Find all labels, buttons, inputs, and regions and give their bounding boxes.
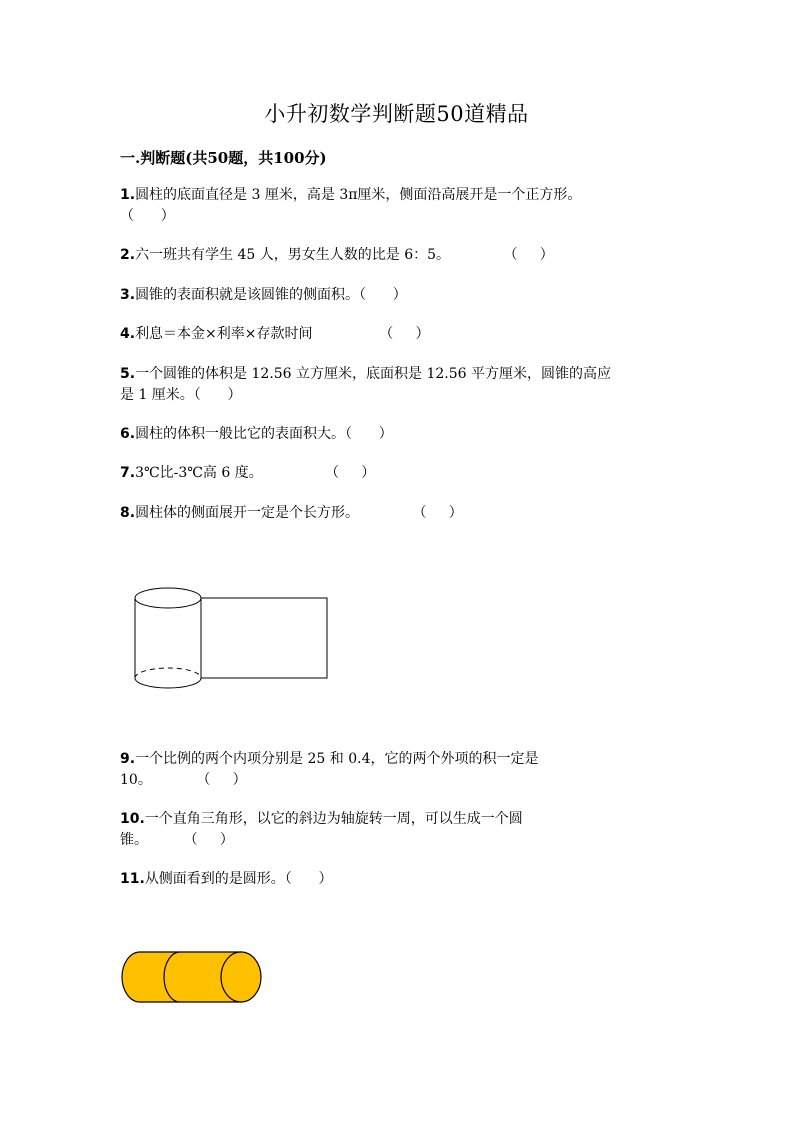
question-number: 1. bbox=[120, 187, 136, 203]
question-number: 9. bbox=[120, 751, 136, 767]
question-text: 利息＝本金×利率×存款时间 （ ） bbox=[135, 326, 430, 342]
question-number: 6. bbox=[120, 426, 136, 442]
question-3 bbox=[120, 285, 680, 306]
question-number: 10. bbox=[120, 811, 145, 827]
question-9 bbox=[120, 749, 680, 791]
question-number: 7. bbox=[120, 465, 136, 481]
question-text: 圆柱体的侧面展开一定是个长方形。 （ ） bbox=[135, 505, 463, 521]
question-number: 4. bbox=[120, 326, 136, 342]
question-text-cont: 锥。 （ ） bbox=[120, 832, 234, 848]
cylinder-bottom-back-dashed bbox=[135, 668, 201, 678]
cylinder-top-ellipse bbox=[135, 588, 201, 608]
question-4 bbox=[120, 324, 680, 345]
yellow-cylinders-figure bbox=[120, 948, 270, 1008]
question-number: 5. bbox=[120, 366, 136, 382]
question-text: 圆锥的表面积就是该圆锥的侧面积。（ ） bbox=[135, 287, 407, 303]
answer-blank: （ ） bbox=[120, 208, 175, 224]
question-1 bbox=[120, 185, 680, 227]
question-text: 圆柱的底面直径是 3 厘米，高是 3π厘米，侧面沿高展开是一个正方形。 bbox=[135, 187, 582, 203]
lateral-surface-rectangle bbox=[201, 598, 327, 678]
question-7 bbox=[120, 463, 680, 484]
section-heading: 一.判断题(共50题，共100分) bbox=[120, 149, 327, 167]
question-8 bbox=[120, 503, 680, 524]
cylinder-net-figure bbox=[128, 580, 338, 695]
question-text: 从侧面看到的是圆形。（ ） bbox=[144, 871, 333, 887]
question-5 bbox=[120, 364, 680, 406]
question-2 bbox=[120, 245, 680, 266]
question-text-cont: 是 1 厘米。（ ） bbox=[120, 387, 242, 403]
question-6 bbox=[120, 424, 680, 445]
question-number: 3. bbox=[120, 287, 136, 303]
page-title: 小升初数学判断题50道精品 bbox=[264, 102, 529, 126]
question-number: 8. bbox=[120, 505, 136, 521]
question-text: 一个圆锥的体积是 12.56 立方厘米，底面积是 12.56 平方厘米，圆锥的高应 bbox=[135, 366, 612, 382]
question-text: 一个直角三角形，以它的斜边为轴旋转一周，可以生成一个圆 bbox=[144, 811, 523, 827]
question-text: 3℃比-3℃高 6 度。 （ ） bbox=[135, 465, 376, 481]
question-text: 圆柱的体积一般比它的表面积大。（ ） bbox=[135, 426, 393, 442]
question-11 bbox=[120, 869, 680, 890]
question-number: 11. bbox=[120, 871, 145, 887]
question-text: 一个比例的两个内项分别是 25 和 0.4，它的两个外项的积一定是 bbox=[135, 751, 539, 767]
question-text: 六一班共有学生 45 人，男女生人数的比是 6：5。 （ ） bbox=[135, 247, 554, 263]
question-number: 2. bbox=[120, 247, 136, 263]
question-10 bbox=[120, 809, 680, 851]
question-text-cont: 10。 （ ） bbox=[120, 772, 247, 788]
cylinder-bottom-front bbox=[135, 678, 201, 688]
cylinder-right-face bbox=[221, 952, 261, 1002]
